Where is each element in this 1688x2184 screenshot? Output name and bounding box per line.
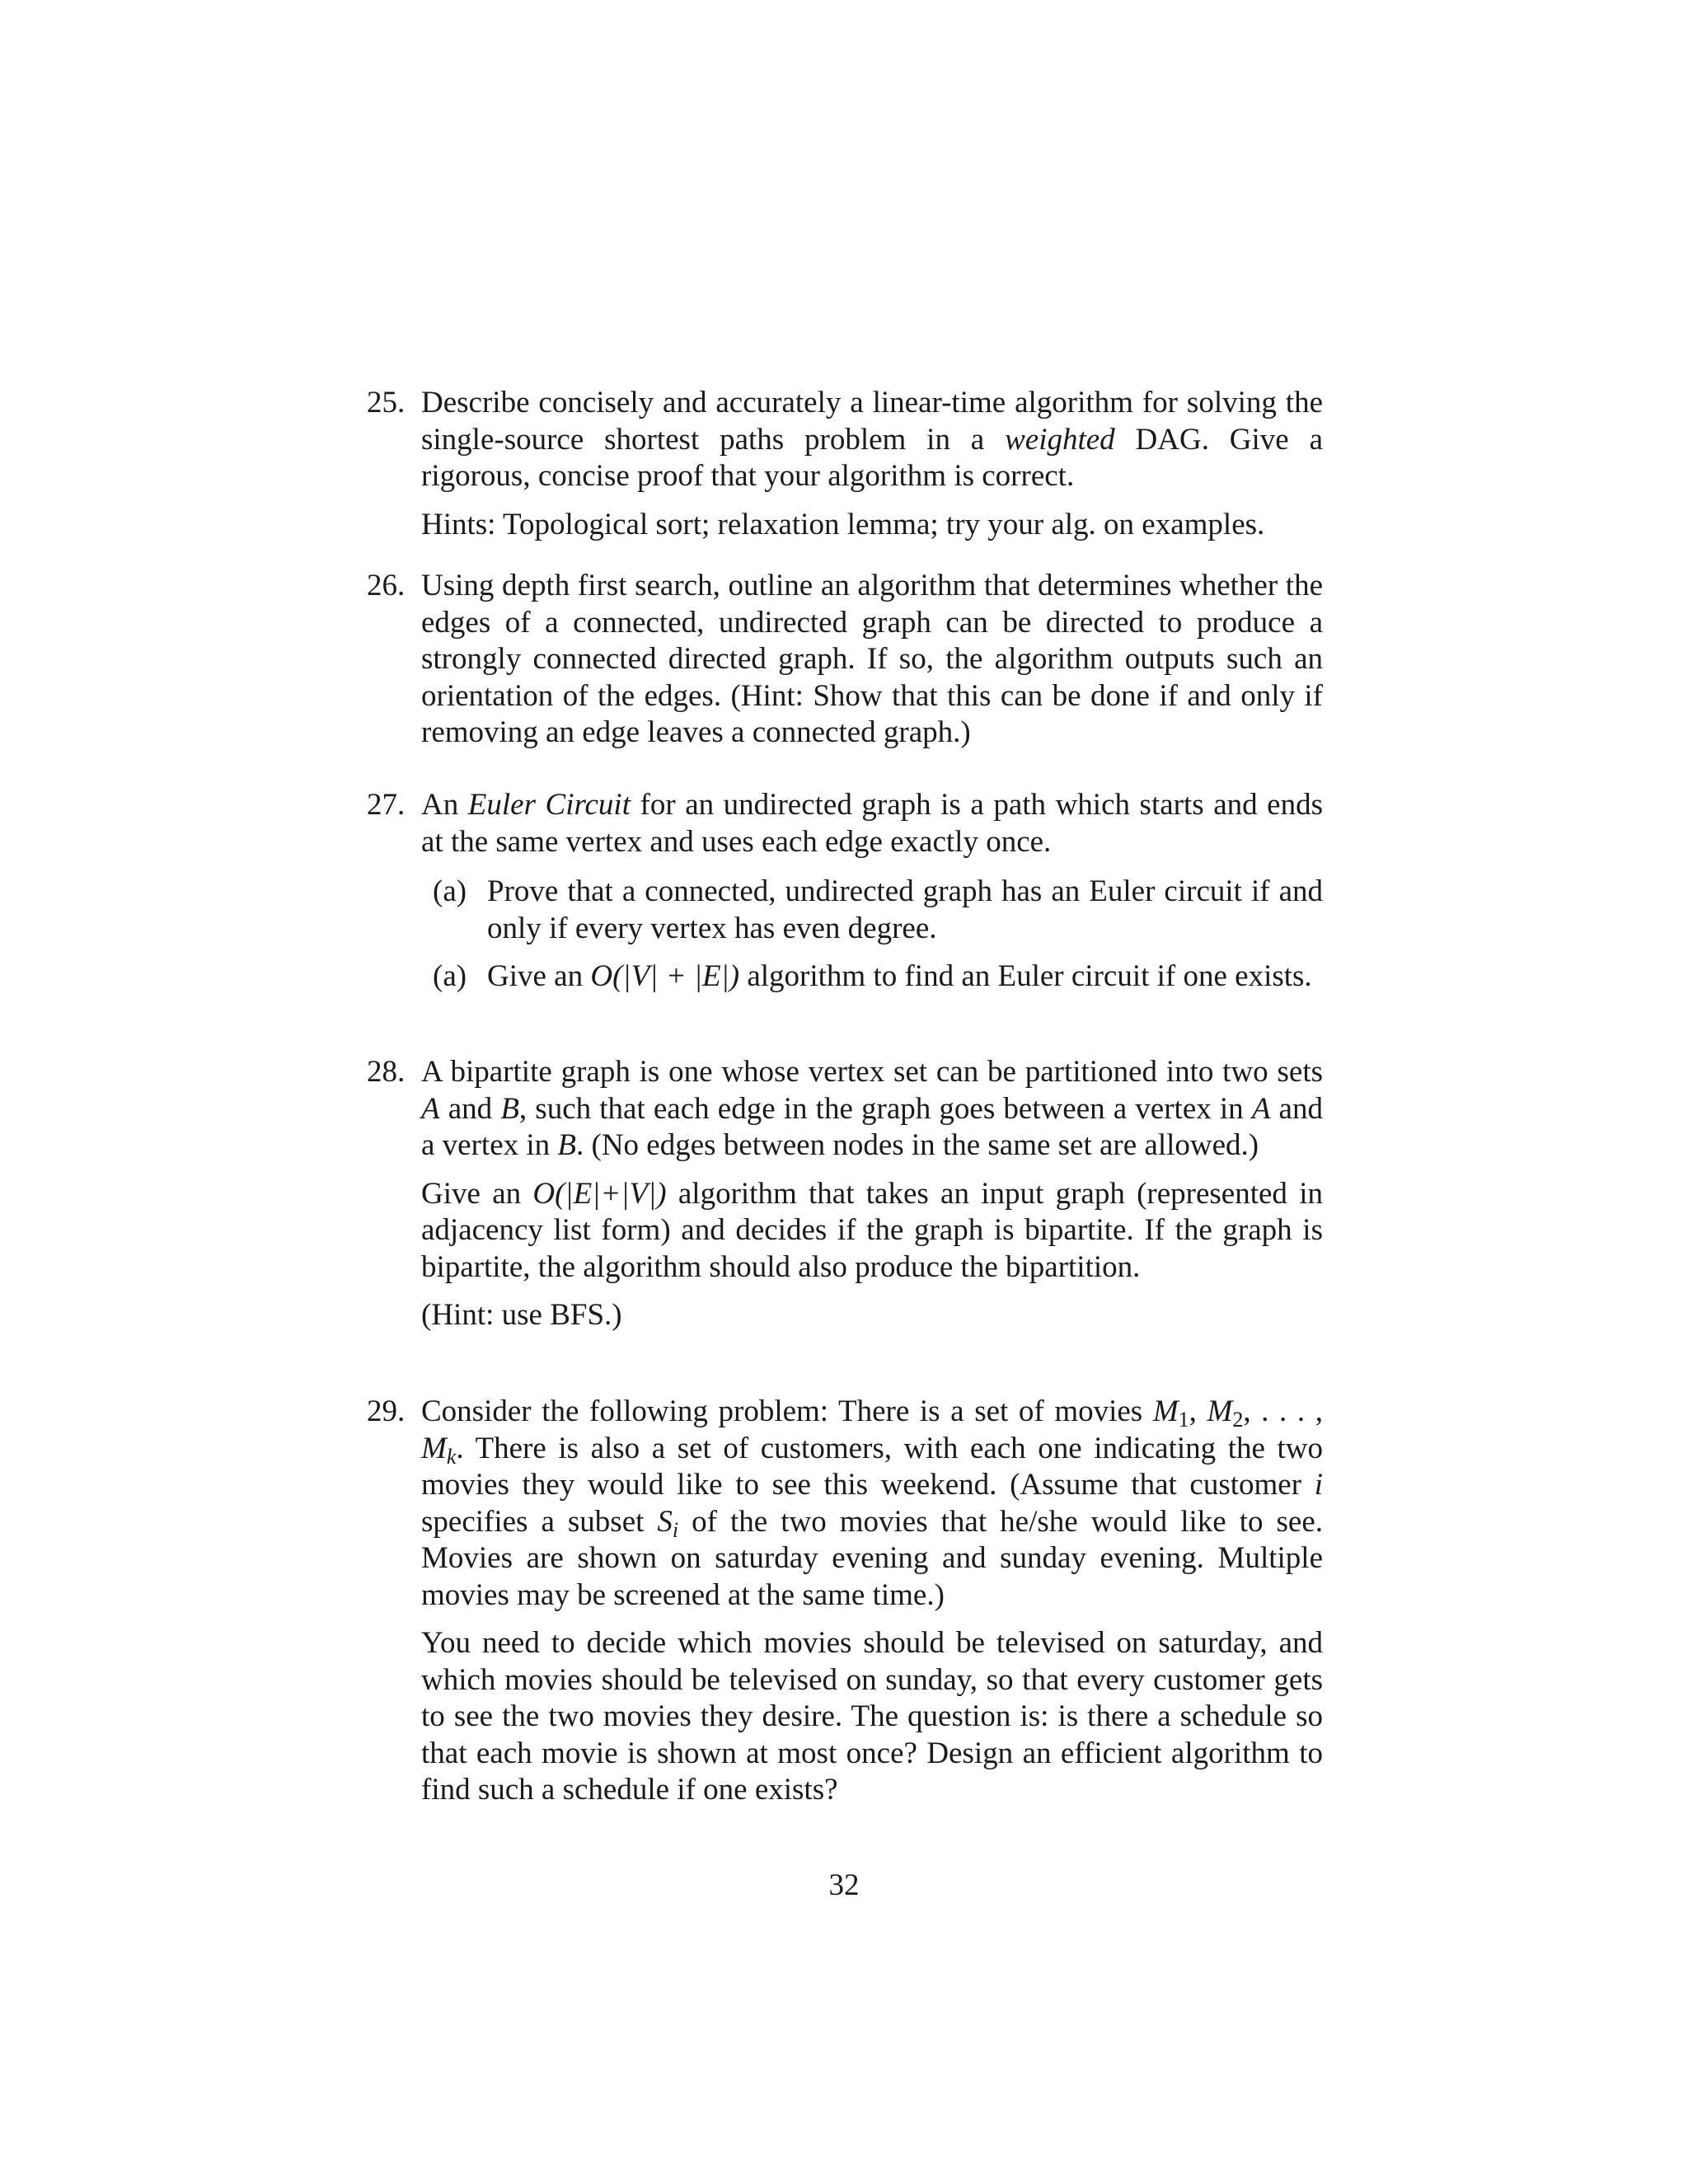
subproblem-b: [433, 958, 1323, 996]
problem-paragraph: Give an O(|E|+|V|) algorithm that takes an input graph (represented in adjacency list form) and decides if the graph is bipartite. If the graph is bipartite, the algorithm should also produce the bipartition.: [421, 1176, 1323, 1284]
problem-27: [367, 787, 1323, 1007]
problem-paragraph: Consider the following problem: There is a set of movies $M_1$, $M_2$, . . . , $M_k$. There is also a set of customers, with each one indicating the two movies they would like to see this weekend. (Assume that customer i specifies a subset $S_i$ of the two movies that he/she would like to see. Movies are shown on saturday evening and sunday evening. Multiple movies may be screened at the same time.): [421, 1394, 1323, 1612]
subproblem-label: (a): [433, 874, 467, 908]
problem-26: [367, 568, 1323, 752]
math-expression: $M_1$, $M_2$, . . . , $M_k$: [421, 1394, 1323, 1469]
problem-hint: Hints: Topological sort; relaxation lemma; try your alg. on examples.: [421, 507, 1265, 541]
problem-paragraph: A bipartite graph is one whose vertex set can be partitioned into two sets A and B, such that each edge in the graph goes between a vertex in A and a vertex in B. (No edges between nodes in the same set are allowed.): [421, 1055, 1323, 1162]
problem-number: 28.: [367, 1055, 406, 1089]
problem-body: [421, 787, 1323, 996]
problem-paragraph: An Euler Circuit for an undirected graph is a path which starts and ends at the same vertex and uses each edge exactly once.: [421, 788, 1323, 859]
subproblem-text: Prove that a connected, undirected graph has an Euler circuit if and only if every vertex has even degree.: [487, 874, 1323, 945]
problem-body: [421, 568, 1323, 752]
emphasis: Euler Circuit: [467, 788, 631, 822]
math-expression: $S_i$: [657, 1504, 679, 1542]
problem-body: [421, 1054, 1323, 1334]
problem-body: [421, 1394, 1323, 1809]
problem-hint: (Hint: use BFS.): [421, 1298, 622, 1332]
problem-paragraph: You need to decide which movies should be televised on saturday, and which movies should be televised on sunday, so that every customer gets to see the two movies they desire. The question is: is there a schedule so that each movie is shown at most once? Design an efficient algorithm to find such a schedule if one exists?: [421, 1626, 1323, 1807]
problem-number: 25.: [367, 386, 406, 419]
problem-number: 26.: [367, 569, 406, 602]
problem-paragraph: Using depth first search, outline an algorithm that determines whether the edges of a connected, undirected graph can be directed to produce a strongly connected directed graph. If so, the algorithm outputs such an orientation of the edges. (Hint: Show that this can be done if and only if removing an edge leaves a connected graph.): [421, 569, 1323, 749]
problem-25: [367, 385, 1323, 543]
subproblem-label: (a): [433, 959, 467, 993]
math-expression: O(|E|+|V|): [532, 1176, 667, 1211]
problem-number: 29.: [367, 1394, 406, 1428]
emphasis: weighted: [1005, 422, 1115, 457]
problem-body: [421, 385, 1323, 543]
subproblem-text: Give an O(|V| + |E|) algorithm to find an Euler circuit if one exists.: [487, 959, 1312, 993]
subproblem-a: [433, 874, 1323, 947]
problem-number: 27.: [367, 788, 406, 822]
problem-paragraph: Describe concisely and accurately a linear-time algorithm for solving the single-source shortest paths problem in a weighted DAG. Give a rigorous, concise proof that your algorithm is correct.: [421, 386, 1323, 493]
subproblem-list: [433, 874, 1323, 996]
problem-29: [367, 1394, 1323, 1809]
problem-28: [367, 1054, 1323, 1334]
math-expression: O(|V| + |E|): [590, 959, 740, 993]
page-number: 32: [828, 1868, 860, 1902]
